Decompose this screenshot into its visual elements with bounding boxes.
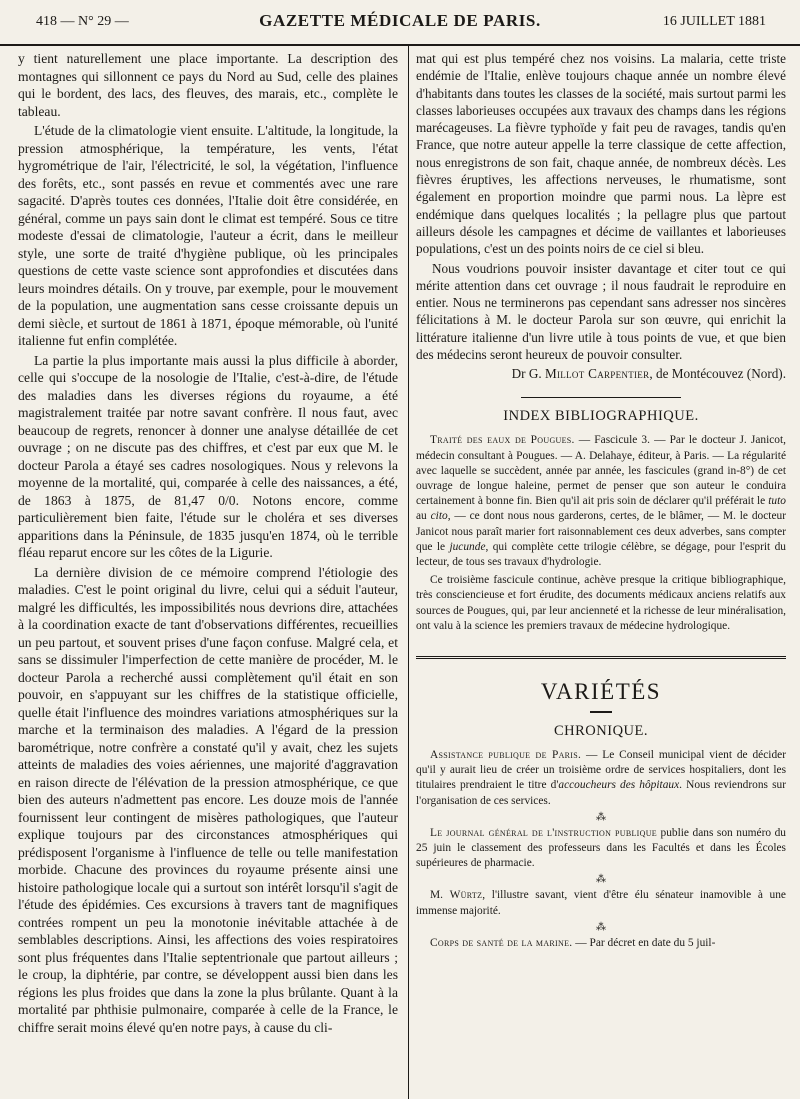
index-entry-fascicule: Ce troisième fascicule continue, achève presque la critique bibliographique, très consciencieuse et fort érudite, des documents médicaux anciens relatifs aux sources de Pougues, qui, par leur ancienneté et la richesse de leur minéralisation, ont valu à la science les premiers travaux de médecine hydrologique. [416,574,786,632]
paragraph-geography: y tient naturellement une place importante. La description des montagnes qui sillonnent ce pays du Nord au Sud, celle des plaines qui le bordent, des lacs, des fleuves, des marais, etc., complète le tableau. [18,51,398,119]
chronique-title: CHRONIQUE. [553,722,648,739]
section-rule [521,397,681,398]
paragraph-etiology: La dernière division de ce mémoire comprend l'étiologie des maladies. C'est le point original du livre, celui qui a séduit l'auteur, malgré les difficultés, les impossibilités nous devrions dire, attachées à la coordination exacte de tant d'observations différentes, recueillies un peu partout, et souvent prises d'une façon confuse. Malgré cela, et sans se dissimuler l'imperfection de cette manière de procéder, M. le docteur Parola a recherché aussi complètement qu'il était en son pouvoir, en s'appuyant sur les chiffres de la statistique officielle, quelle était l'influence des moindres variations atmosphériques sur la marche et la terminaison des maladies. A l'égard de la pression barométrique, notre confrère a constaté qu'il y avait, chez les sujets atteints de maladies des voies aériennes, une majorité d'aggravation en raison directe de l'élévation de la pression atmosphérique, ce que bien des auteurs n'admettent pas encore. Les douze mois de l'année fournissent leur contingent de misères pathologiques, que l'auteur explique toujours par des circonstances atmosphériques qui prédisposent l'organisme à l'influence de telle ou telle manifestation morbide. Chacune des provinces du royaume présente ainsi une histoire pathologique locale qui a surtout son intérêt lorsqu'il s'agit de l'étude des épidémies. Ces excursions à travers tant de magnifiques contrées rompent un peu la monotonie inévitable attachée à de semblables descriptions. Ainsi, les affections des voies respiratoires sont plus fréquentes dans l'Italie septentrionale que partout ailleurs ; le croup, la diphtérie, par contre, se développent aussi bien dans les régions les plus froides que dans la zone la plus brûlante. Quant à la mortalité par phthisie pulmonaire, comparée à celle de la France, le chiffre serait moins élevé qu'en notre pays, à cause du cli- [18,564,398,1035]
title-dash [590,711,612,713]
index-entry-pougues: Traité des eaux de Pougues. — Fascicule 3. — Par le docteur J. Janicot, médecin consultant à Pougues. — A. Delahaye, éditeur, à Paris. — La régularité avec laquelle se succèdent, année par année, les fascicules (grand in-8°) de cet ouvrage de longue haleine, permet de penser que son auteur le conduira certainement à bonne fin. Bien qu'il ait pris soin de déclarer qu'il préférait le tuto au cito, — ce dont nous nous garderons, certes, de le blâmer, — M. le docteur Janicot nous paraît marier fort raisonnablement ces deux adverbes, sans compter que le jucunde, qui complète cette trilogie célèbre, se dégage, pour l'esprit du lecteur, de tous ses travaux d'hydrologie. [416,434,786,568]
page-number: 418 — N° 29 — [36,14,129,29]
author-signature: Dr G. Millot Carpentier, de Montécouvez (Nord). [511,366,786,382]
double-rule [416,656,786,659]
asterism-3: ⁂ [596,921,606,933]
page-header [0,0,800,46]
issue-date: 16 JUILLET 1881 [662,14,766,29]
asterism-1: ⁂ [596,811,606,823]
varietes-title: VARIÉTÉS [540,678,662,704]
paragraph-malaria: mat qui est plus tempéré chez nos voisins. La malaria, cette triste endémie de l'Italie, enlève toujours chaque année un nombre élevé d'habitants dans toutes les classes de la société, mais surtout parmi les classes laborieuses occupées aux travaux des champs dans les régions marécageuses. La fièvre typhoïde y fait peu de ravages, tandis qu'en France, que notre auteur appelle la terre classique de cette affection, nous enregistrons de son fait, chaque année, de nombreux décès. Les fièvres éruptives, les affections nerveuses, le rhumatisme, sont également en proportion moindre que parmi nous. La lèpre est endémique dans quelques localités ; la pellagre plus que partout ailleurs désole les campagnes et décime de vaillantes et laborieuses populations, c'est un des points noirs de ce ciel si bleu. [416,51,786,257]
paragraph-closing: Nous voudrions pouvoir insister davantage et citer tout ce qui mérite attention dans cet ouvrage ; il nous faudrait le reproduire en entier. Nous ne terminerons pas cependant sans adresser nos sincères félicitations à M. le docteur Parola sur son œuvre, qui enrichit la littérature italienne d'un livre utile à tous points de vue, et que bien des médecins seront heureux de pouvoir consulter. [416,260,786,363]
column-divider [408,46,409,1099]
chronique-item-wurtz: M. Würtz, l'illustre savant, vient d'être élu sénateur inamovible à une immense majorité. [416,889,786,917]
asterism-2: ⁂ [596,874,606,886]
left-column [18,50,398,1095]
journal-title: GAZETTE MÉDICALE DE PARIS. [259,11,541,30]
chronique-item-marine: Corps de santé de la marine. — Par décret en date du 5 juil- [430,936,716,949]
right-column [416,50,786,1095]
chronique-item-instruction: Le journal général de l'instruction publique publie dans son numéro du 25 juin le classement des professeurs dans les Facultés et dans les Écoles supérieures de pharmacie. [416,826,786,870]
chronique-item-assistance: Assistance publique de Paris. — Le Conseil municipal vient de décider qu'il y aurait lieu de créer un troisième ordre de services hospitaliers, dont les titulaires prendraient le titre d'accoucheurs des hôpitaux. Nous reviendrons sur l'organisation de ces services. [416,748,786,807]
paragraph-nosology: La partie la plus importante mais aussi la plus difficile à aborder, celle qui s'occupe de la nosologie de l'Italie, c'est-à-dire, de l'étude des maladies dans les diverses régions du royaume, a été magistralement traitée par notre savant confrère. Il nous faut, avec beaucoup de regrets, renoncer à donner une analyse détaillée de cet ouvrage ; on ne discute pas des chiffres, et c'est par eux que M. le docteur Parola a étayé ses cadres nosologiques. Nous y relevons la moyenne de la mortalité, qui, comparée à celle des naissances, a été, de 1863 à 1875, de 81,47 0/0. Notons encore, comme particulièrement bien faite, l'étude sur le choléra et ses diverses apparitions dans la Péninsule, de 1835 jusqu'en 1874, où le terrible fléau reparut encore sur les côtes de la Ligurie. [18,352,398,560]
index-bibliographique-title: INDEX BIBLIOGRAPHIQUE. [503,408,699,425]
paragraph-climatology: L'étude de la climatologie vient ensuite. L'altitude, la longitude, la pression atmosphérique, la température, les vents, l'état hygrométrique de l'air, l'électricité, le sol, la végétation, l'influence des forêts, etc., sont passés en revue et commentés avec une rare sagacité. D'après toutes ces données, l'Italie doit être considérée, en général, comme un pays sain dont le climat est tempéré. Sous ce titre modeste d'essai de climatologie, l'auteur a écrit, dans le meilleur style, une sorte de traité d'hygiène publique, où les principales questions de cette vaste science sont approfondies et discutées dans leurs moindres détails. On y trouve, par exemple, pour le mouvement de la population, une augmentation sans cesse croissante depuis un demi siècle, et surtout de 1861 à 1871, époque mémorable, où l'unité italienne fut enfin complétée. [18,123,398,348]
